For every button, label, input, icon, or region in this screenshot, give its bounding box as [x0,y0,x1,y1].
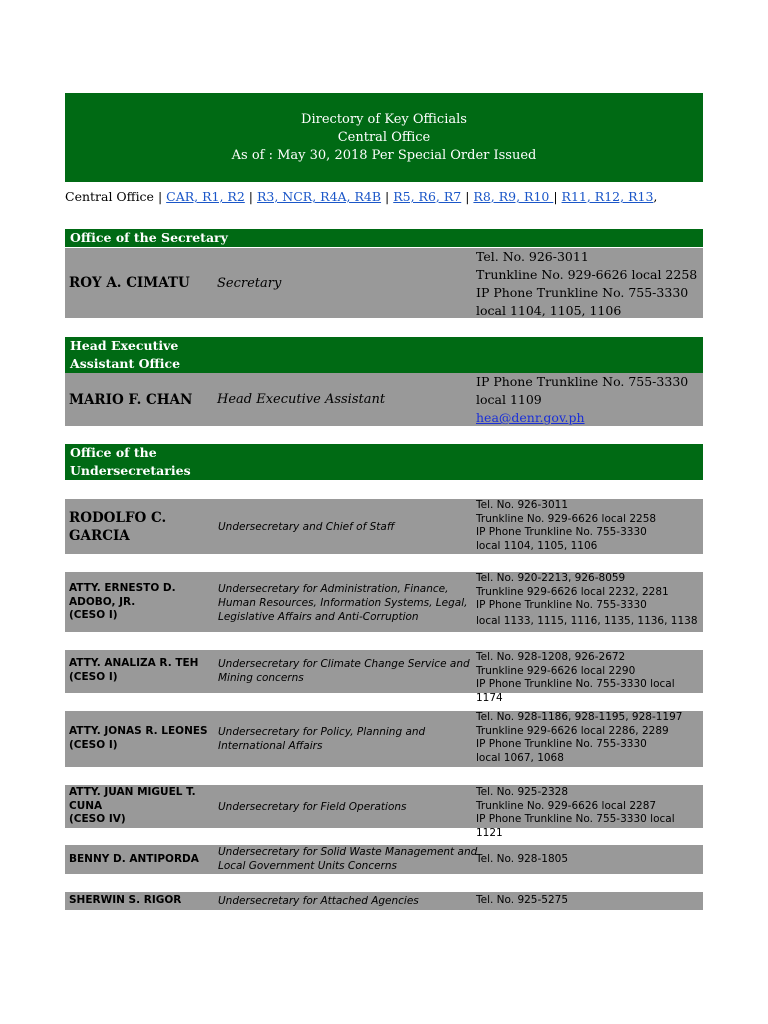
official-contact: IP Phone Trunkline No. 755-3330 local 1109 hea@denr.gov.ph [476,374,689,425]
table-row [65,845,703,874]
official-title: Undersecretary for Attached Agencies [218,895,419,907]
official-contact: Tel. No. 928-1186, 928-1195, 928-1197 Trunkline 929-6626 local 2286, 2289 IP Phone Trunkline No. 755-3330 local 1067, 1068 [476,711,683,765]
official-name: ROY A. CIMATU [69,275,190,291]
section-office-of-secretary: Office of the Secretary [65,229,703,247]
nav-link-r5-r6-r7[interactable]: R5, R6, R7 [393,189,462,204]
official-title: Undersecretary and Chief of Staff [218,520,395,533]
section-head-executive-assistant-office: Head Executive Assistant Office [65,337,703,373]
table-row [65,373,703,426]
header-title: Directory of Key Officials [301,111,467,127]
email-link[interactable]: hea@denr.gov.ph [476,410,585,425]
official-name: RODOLFO C. GARCIA [69,509,167,544]
table-row [65,248,703,318]
official-contact: Tel. No. 926-3011 Trunkline No. 929-6626 local 2258 IP Phone Trunkline No. 755-3330 local 1104, 1105, 1106 [476,499,657,553]
table-row [65,711,703,767]
header-date: As of : May 30, 2018 Per Special Order Issued [231,147,537,163]
nav-central-office: Central Office [65,189,154,204]
official-name: ATTY. JONAS R. LEONES (CESO I) [69,725,208,751]
official-name: ATTY. JUAN MIGUEL T. CUNA (CESO IV) [69,786,196,825]
official-title: Secretary [217,275,282,291]
official-name: ATTY. ANALIZA R. TEH (CESO I) [69,657,199,683]
official-name: SHERWIN S. RIGOR [69,894,182,907]
nav-link-car-r1-r2[interactable]: CAR, R1, R2 [166,189,245,204]
nav-link-r8-r9-r10[interactable]: R8, R9, R10 [473,189,554,204]
official-contact: Tel. No. 928-1805 [476,852,569,865]
table-row [65,650,703,705]
official-name: BENNY D. ANTIPORDA [69,852,199,865]
table-row [65,499,703,554]
official-title: Undersecretary for Policy, Planning and International Affairs [218,726,426,752]
table-row [65,785,703,840]
table-row [65,892,703,910]
official-title: Undersecretary for Solid Waste Management and Local Government Units Concerns [218,846,478,872]
nav-link-r3-ncr-r4a-r4b[interactable]: R3, NCR, R4A, R4B [256,189,382,204]
official-title: Undersecretary for Administration, Finance, Human Resources, Information Systems, Legal, Legislative Affairs and Anti-Corruption [218,583,468,623]
header-office: Central Office [337,129,431,145]
official-name: ATTY. ERNESTO D. ADOBO, JR. (CESO I) [69,582,176,621]
table-row [65,572,703,632]
official-contact: Tel. No. 926-3011 Trunkline No. 929-6626 local 2258 IP Phone Trunkline No. 755-3330 local 1104, 1105, 1106 [476,249,698,318]
official-contact: Tel. No. 925-2328 Trunkline No. 929-6626 local 2287 IP Phone Trunkline No. 755-3330 local 1121 [476,786,675,840]
region-nav: Central Office | CAR, R1, R2 | R3, NCR, R4A, R4B | R5, R6, R7 | R8, R9, R10 | R11, R12, R13, [65,189,658,204]
official-title: Undersecretary for Field Operations [218,800,407,813]
section-office-of-undersecretaries: Office of the Undersecretaries [65,444,703,480]
nav-link-r11-r12-r13[interactable]: R11, R12, R13 [561,189,654,204]
official-title: Head Executive Assistant [217,392,386,407]
official-contact: Tel. No. 925-5275 [476,894,569,907]
official-contact: Tel. No. 928-1208, 926-2672 Trunkline 929-6626 local 2290 IP Phone Trunkline No. 755-3330 local 1174 [476,651,675,705]
official-title: Undersecretary for Climate Change Service and Mining concerns [218,658,470,684]
directory-header [65,93,703,182]
official-name: MARIO F. CHAN [69,391,193,408]
official-contact: Tel. No. 920-2213, 926-8059 Trunkline 929-6626 local 2232, 2281 IP Phone Trunkline No. 755-3330 local 1133, 1115, 1116, 1135, 1136, 1138 [476,572,698,628]
